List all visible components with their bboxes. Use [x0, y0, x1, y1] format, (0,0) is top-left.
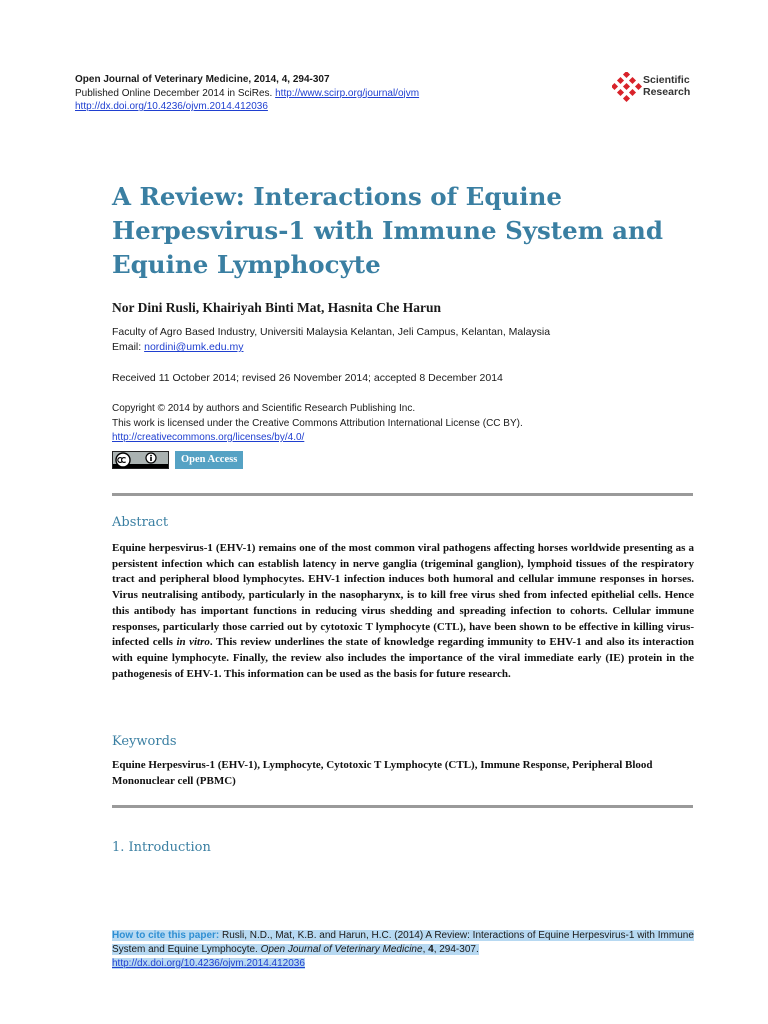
published-text: Published Online December 2014 in SciRes. [75, 87, 273, 99]
scientific-research-logo [612, 72, 722, 106]
email-line [112, 340, 550, 355]
received-dates: Received 11 October 2014; revised 26 November 2014; accepted 8 December 2014 [112, 372, 503, 384]
logo-line-2: Research [643, 85, 691, 98]
abstract-text-part-1: Equine herpesvirus-1 (EHV-1) remains one of the most common viral pathogens affecting horses worldwide presenting as a persistent infection which can establish latency in nerve ganglia (trigeminal ganglion), lymphoid tissues of the respiratory tract and peripheral blood lymphocytes. EHV-1 infection induces both humoral and cellular immune responses in horses. Virus neutralising antibody, particularly in the nasopharynx, is to kill free virus shed from infected epithelial cells. Hence this antibody has important functions in reducing virus shedding and spreading infection to cohorts. Cellular immune responses, particularly those carried out by cytotoxic T lymphocyte (CTL), have been shown to be effective in killing virus-infected cells [112, 542, 694, 649]
logo-text [643, 75, 690, 98]
publication-line [75, 87, 419, 101]
keywords-heading: Keywords [112, 734, 177, 749]
copyright-block [112, 402, 523, 446]
open-access-badge: Open Access [175, 451, 243, 469]
publisher-logo-icon [612, 72, 642, 104]
license-url-link[interactable]: http://creativecommons.org/licenses/by/4.0/ [112, 432, 305, 443]
logo-line-1: Scientific [643, 74, 690, 86]
journal-header [75, 73, 419, 114]
citation-label: How to cite this paper: [112, 930, 220, 941]
citation-box [112, 929, 697, 970]
creative-commons-icon [113, 452, 168, 468]
email-label: Email: [112, 341, 142, 353]
citation-highlight: How to cite this paper: Rusli, N.D., Mat, K.B. and Harun, H.C. (2014) A Review: Interactions of Equine Herpesvirus-1 with Immune System and Equine Lymphocyte. Open Journal of Veterinary Medicine, 4, 294-307. [112, 930, 694, 955]
keywords-text: Equine Herpesvirus-1 (EHV-1), Lymphocyte, Cytotoxic T Lymphocyte (CTL), Immune Response, Peripheral Blood Mononuclear cell (PBMC) [112, 759, 653, 787]
affiliation: Faculty of Agro Based Industry, Universiti Malaysia Kelantan, Jeli Campus, Kelantan, Malaysia [112, 326, 551, 338]
section-divider-bottom [112, 805, 693, 808]
abstract-heading: Abstract [112, 515, 169, 530]
abstract-text [112, 541, 694, 682]
paper-title: A Review: Interactions of Equine Herpesvirus-1 with Immune System and Equine Lymphocyte [112, 182, 663, 279]
citation-volume: 4 [428, 943, 434, 955]
journal-citation: Open Journal of Veterinary Medicine, 2014, 4, 294-307 [75, 74, 330, 85]
doi-link[interactable]: http://dx.doi.org/10.4236/ojvm.2014.412036 [75, 101, 268, 112]
journal-url-link[interactable]: http://www.scirp.org/journal/ojvm [275, 87, 420, 99]
email-link[interactable]: nordini@umk.edu.my [144, 341, 244, 353]
introduction-heading: 1. Introduction [112, 840, 211, 855]
citation-text: Rusli, N.D., Mat, K.B. and Harun, H.C. (2014) A Review: Interactions of Equine Herpesvirus-1 with Immune System and Equine Lymphocyte. [112, 930, 694, 955]
cc-by-badge-icon[interactable] [112, 451, 169, 469]
abstract-italic-term: in vitro [176, 636, 210, 649]
abstract-text-part-2: . This review underlines the state of knowledge regarding immunity to EHV-1 and also its interaction with equine lymphocyte. Finally, the review also includes the importance of the viral immediate early (IE) protein in the pathogenesis of EHV-1. This information can be used as the basis for future research. [112, 636, 694, 680]
citation-pages: , 294-307. [433, 943, 479, 955]
citation-journal: Open Journal of Veterinary Medicine [260, 943, 423, 955]
affiliation-block [112, 325, 550, 355]
author-list: Nor Dini Rusli, Khairiyah Binti Mat, Hasnita Che Harun [112, 300, 442, 315]
copyright-line: Copyright © 2014 by authors and Scientific Research Publishing Inc. [112, 403, 416, 414]
license-line: This work is licensed under the Creative Commons Attribution International License (CC BY). [112, 417, 523, 429]
section-divider-top [112, 493, 693, 496]
citation-doi-link[interactable]: http://dx.doi.org/10.4236/ojvm.2014.412036 [112, 957, 305, 969]
